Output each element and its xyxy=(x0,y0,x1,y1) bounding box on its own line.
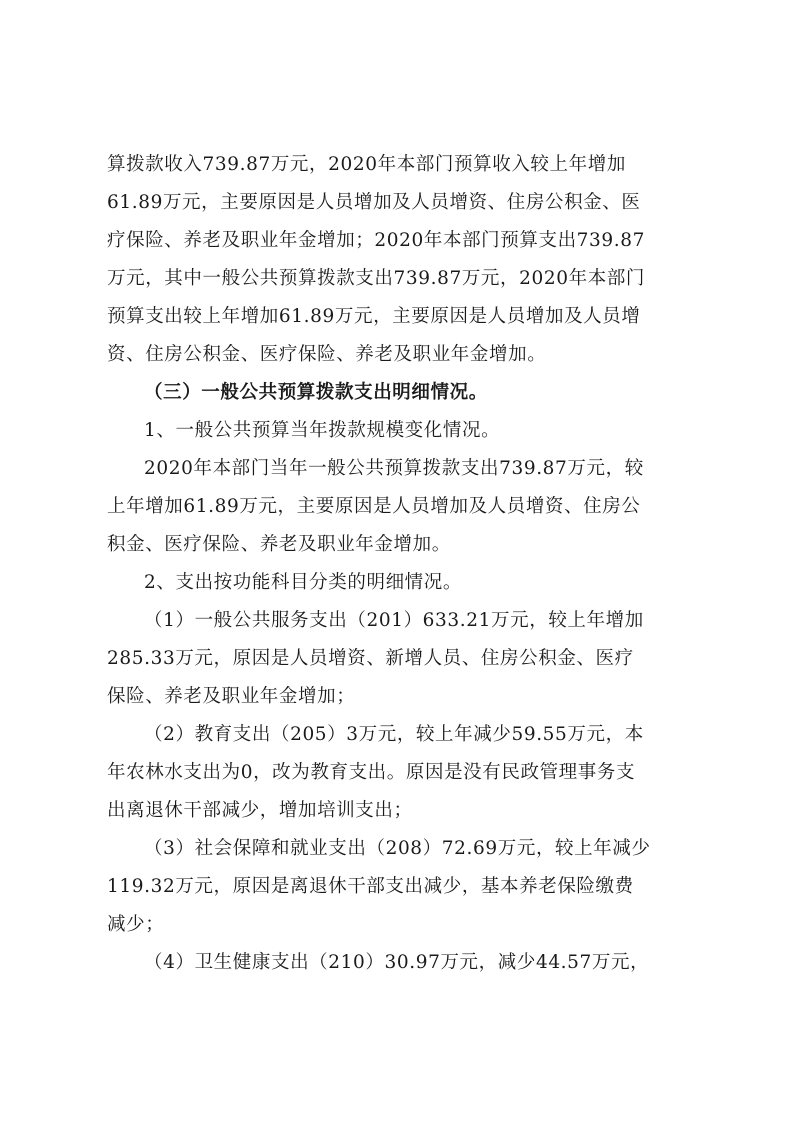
body-text xyxy=(107,146,697,982)
text-line-6: 资、住房公积金、医疗保险、养老及职业年金增加。 xyxy=(107,344,547,365)
section-heading-3: （三）一般公共预算拨款支出明细情况。 xyxy=(144,382,488,403)
text-line-22: （4）卫生健康支出（210）30.97万元，减少44.57万元， xyxy=(144,952,650,973)
subheading-1: 1、一般公共预算当年拨款规模变化情况。 xyxy=(144,420,501,441)
text-line-4: 万元，其中一般公共预算拨款支出739.87万元，2020年本部门 xyxy=(107,268,646,289)
text-line-13: （1）一般公共服务支出（201）633.21万元，较上年增加 xyxy=(144,610,644,631)
text-line-2: 61.89万元，主要原因是人员增加及人员增资、住房公积金、医 xyxy=(107,192,641,213)
text-line-5: 预算支出较上年增加61.89万元，主要原因是人员增加及人员增 xyxy=(107,306,641,327)
text-line-20: 119.32万元，原因是离退休干部支出减少，基本养老保险缴费 xyxy=(107,876,634,897)
text-line-15: 保险、养老及职业年金增加； xyxy=(107,686,356,707)
text-line-18: 出离退休干部减少，增加培训支出； xyxy=(107,800,413,821)
subheading-2: 2、支出按功能科目分类的明细情况。 xyxy=(144,572,462,593)
text-line-3: 疗保险、养老及职业年金增加；2020年本部门预算支出739.87 xyxy=(107,230,646,251)
text-line-1: 算拨款收入739.87万元，2020年本部门预算收入较上年增加 xyxy=(107,154,626,175)
text-line-14: 285.33万元，原因是人员增资、新增人员、住房公积金、医疗 xyxy=(107,648,634,669)
text-line-10: 上年增加61.89万元，主要原因是人员增加及人员增资、住房公 xyxy=(107,496,641,517)
text-line-11: 积金、医疗保险、养老及职业年金增加。 xyxy=(107,534,451,555)
text-line-21: 减少； xyxy=(107,914,165,935)
text-line-19: （3）社会保障和就业支出（208）72.69万元，较上年减少 xyxy=(144,838,651,859)
text-line-17: 年农林水支出为0，改为教育支出。原因是没有民政管理事务支 xyxy=(107,762,636,783)
text-line-16: （2）教育支出（205）3万元，较上年减少59.55万元，本 xyxy=(144,724,644,745)
text-line-9: 2020年本部门当年一般公共预算拨款支出739.87万元，较 xyxy=(144,458,644,479)
